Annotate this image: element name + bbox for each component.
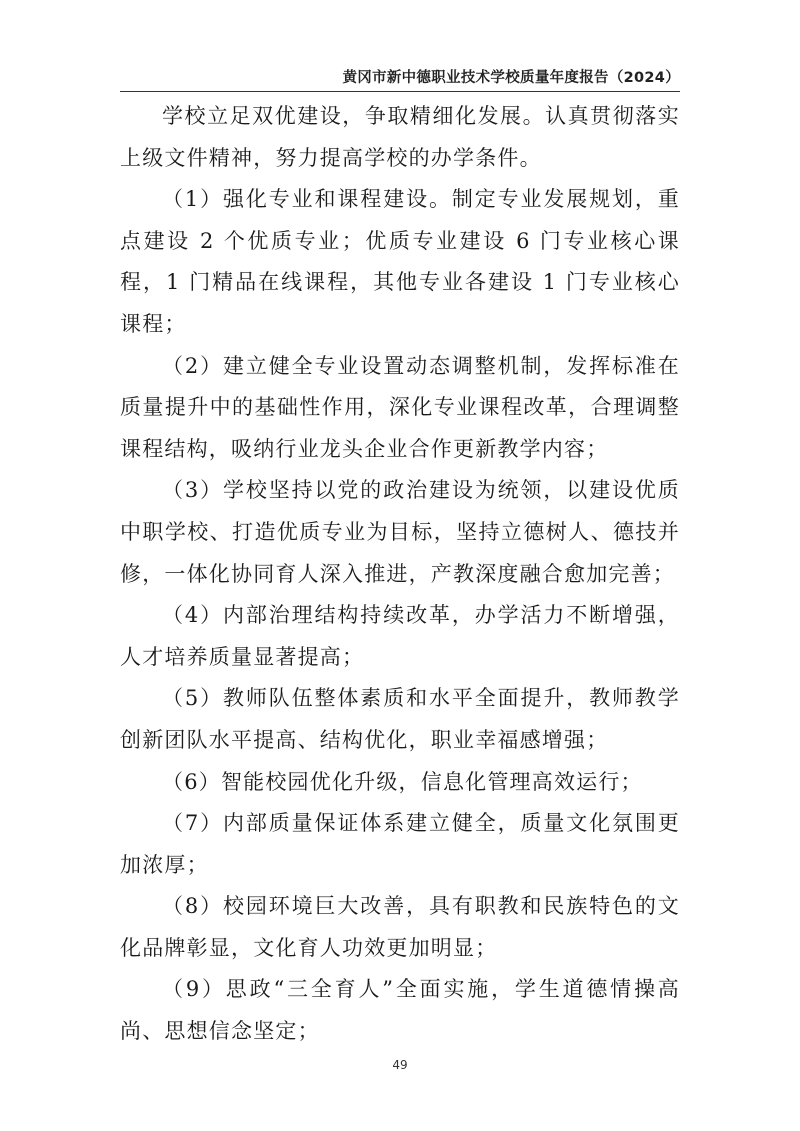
paragraph-item-8: （8）校园环境巨大改善，具有职教和民族特色的文化品牌彰显，文化育人功效更加明显； [120, 894, 680, 960]
paragraph-item-6: （6）智能校园优化升级，信息化管理高效运行； [162, 769, 643, 794]
paragraph-item-1: （1）强化专业和课程建设。制定专业发展规划，重点建设 2 个优质专业；优质专业建设 6 门专业核心课程，1 门精品在线课程，其他专业各建设 1 门专业核心课程； [120, 187, 680, 336]
paragraph-item-3: （3）学校坚持以党的政治建设为统领，以建设优质中职学校、打造优质专业为目标，坚持立德树人、德技并修，一体化协同育人深入推进，产教深度融合愈加完善； [120, 478, 680, 586]
paragraph-item-9: （9）思政“三全育人”全面实施，学生道德情操高尚、思想信念坚定； [120, 977, 680, 1044]
paragraph-intro: 学校立足双优建设，争取精细化发展。认真贯彻落实上级文件精神，努力提高学校的办学条件。 [120, 104, 680, 170]
page-number: 49 [392, 1058, 408, 1072]
paragraph-item-2: （2）建立健全专业设置动态调整机制，发挥标准在质量提升中的基础性作用，深化专业课程改革，合理调整课程结构，吸纳行业龙头企业合作更新教学内容； [120, 353, 680, 461]
header-title: 黄冈市新中德职业技术学校质量年度报告（2024） [342, 70, 680, 86]
page-header [120, 58, 680, 92]
paragraph-item-4: （4）内部治理结构持续改革，办学活力不断增强，人才培养质量显著提高； [120, 603, 680, 669]
paragraph-item-7: （7）内部质量保证体系建立健全，质量文化氛围更加浓厚； [120, 811, 680, 877]
paragraph-item-5: （5）教师队伍整体素质和水平全面提升，教师教学创新团队水平提高、结构优化，职业幸福感增强； [120, 686, 680, 752]
body-text [120, 96, 680, 1053]
